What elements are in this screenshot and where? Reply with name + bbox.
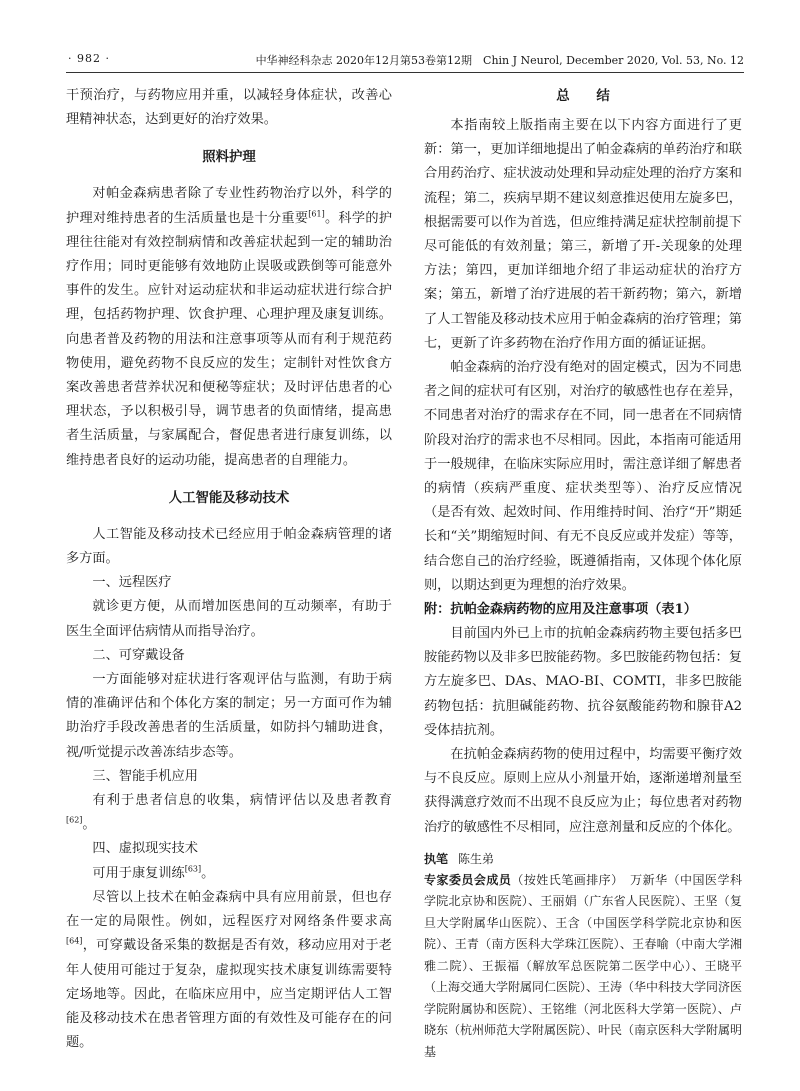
care-section-title: 照料护理: [202, 149, 256, 166]
citation-63[interactable]: [63]: [184, 864, 202, 874]
care-paragraph: [66, 182, 392, 472]
appendix-paragraph-1: 目前国内外已上市的抗帕金森病药物主要包括多巴胺能药物以及非多巴胺能药物。多巴胺能药物包括：复方左旋多巴、DAs、MAO-BI、COMTI，非多巴胺能药物包括：抗胆碱能药物、抗谷氨酸能药物和腺苷A2受体拮抗剂。: [424, 626, 742, 738]
citation-62[interactable]: [62]: [66, 815, 83, 825]
item3-text: 有利于患者信息的收集，病情评估以及患者教育: [92, 793, 392, 809]
closing-text-a: 尽管以上技术在帕金森病中具有应用前景，但也存在一定的局限性。例如，远程医疗对网络条件要求高: [66, 889, 392, 930]
item1-text: 就诊更方便，从而增加医患间的互动频率，有助于医生全面评估病情从而指导治疗。: [66, 599, 392, 639]
item4-end: 。: [201, 865, 215, 881]
closing-paragraph: [66, 886, 392, 1055]
page-number: · 982 ·: [68, 52, 110, 65]
item4-paragraph: [66, 862, 392, 886]
item4-text: 可用于康复训练: [92, 865, 185, 881]
ai-intro-paragraph: 人工智能及移动技术已经应用于帕金森病管理的诸多方面。: [66, 526, 392, 567]
closing-text-b: ，可穿戴设备采集的数据是否有效，移动应用对于老年人使用可能过于复杂，虚拟现实技术康复训练需要特定场地等。因此，在临床应用中，应当定期评估人工智能及移动技术在患者管理方面的有效性及可能存在的问题。: [66, 938, 392, 1051]
running-header: [66, 46, 744, 73]
item3-end: 。: [82, 817, 96, 833]
item2-title: 二、可穿戴设备: [92, 647, 185, 663]
author-label: 执笔: [424, 851, 449, 866]
item2-text: 一方面能够对症状进行客观评估与监测，有助于病情的准确评估和个体化方案的制定；另一方面可作为辅助治疗手段改善患者的生活质量，如防抖勺辅助进食，视/听觉提示改善冻结步态等。: [66, 672, 392, 760]
item1-title: 一、远程医疗: [92, 575, 172, 591]
author-name: 陈生弟: [458, 851, 495, 866]
expert-committee: [424, 870, 742, 1064]
summary-title: 总结: [556, 88, 637, 104]
right-column: [424, 84, 742, 1063]
item3-title: 三、智能手机应用: [92, 768, 198, 784]
intro-paragraph: 干预治疗，与药物应用并重，以减轻身体症状，改善心理精神状态，达到更好的治疗效果。: [66, 88, 392, 128]
care-text-b: 。科学的护理往往能对有效控制病情和改善症状起到一定的辅助治疗作用；同时更能够有效地防止误吸或跌倒等可能意外事件的发生。应针对运动症状和非运动症状进行综合护理，包括药物护理、饮食护理、心理护理及康复训练。向患者普及药物的用法和注意事项等从而有利于规范药物使用，避免药物不良反应的发生；定制针对性饮食方案改善患者营养状况和便秘等症状；及时评估患者的心理状态，予以积极引导，调节患者的负面情绪，提高患者生活质量，与家属配合，督促患者进行康复训练，以维持患者良好的运动功能，提高患者的自理能力。: [66, 210, 393, 468]
appendix-paragraph-2: 在抗帕金森病药物的使用过程中，均需要平衡疗效与不良反应。原则上应从小剂量开始，逐渐递增剂量至获得满意疗效而不出现不良反应为止；每位患者对药物治疗的敏感性不尽相同，应注意剂量和反应的个体化。: [424, 747, 742, 835]
experts-label: 专家委员会成员: [424, 872, 512, 887]
summary-paragraph-1: 本指南较上版指南主要在以下内容方面进行了更新：第一，更加详细地提出了帕金森病的单药治疗和联合用药治疗、症状波动处理和异动症处理的治疗方案和流程；第二，疾病早期不建议刻意推迟使用左旋多巴，根据需要可以作为首选，但应维持满足症状控制前提下尽可能低的有效剂量；第三，新增了开-关现象的处理方法；第四，更加详细地介绍了非运动症状的治疗方案；第五，新增了治疗进展的若干新药物；第六，新增了人工智能及移动技术应用于帕金森病的治疗管理；第七，更新了许多药物在治疗作用方面的循证证据。: [424, 118, 742, 351]
journal-citation: 中华神经科杂志 2020年12月第53卷第12期 Chin J Neurol, December 2020, Vol. 53, No. 12: [255, 54, 744, 67]
author-line: [424, 848, 742, 870]
left-column: [66, 84, 392, 1055]
experts-list: 万新华（中国医学科学院北京协和医院）、王丽娟（广东省人民医院）、王坚（复旦大学附属华山医院）、王含（中国医学科学院北京协和医院）、王青（南方医科大学珠江医院）、王春喻（中南大学湘雅二院）、王振福（解放军总医院第二医学中心）、王晓平（上海交通大学附属同仁医院）、王涛（华中科技大学同济医学院附属协和医院）、王铭维（河北医科大学第一医院）、卢晓东（杭州师范大学附属医院）、叶民（南京医科大学附属明基: [424, 872, 743, 1059]
ai-section-title: 人工智能及移动技术: [168, 489, 290, 506]
care-text-a: 对帕金森病患者除了专业性药物治疗以外，科学的护理对维持患者的生活质量也是十分重要: [66, 186, 392, 226]
item4-title: 四、虚拟现实技术: [92, 841, 198, 857]
appendix-title: 附：抗帕金森病药物的应用及注意事项（表1）: [424, 602, 697, 618]
citation-61[interactable]: [61]: [308, 209, 325, 219]
summary-paragraph-2: 帕金森病的治疗没有绝对的固定模式，因为不同患者之间的症状可有区别，对治疗的敏感性也存在差异，不同患者对治疗的需求存在不同，同一患者在不同病情阶段对治疗的需求也不尽相同。因此，本指南可能适用于一般规律，在临床实际应用时，需注意详细了解患者的病情（疾病严重度、症状类型等）、治疗反应情况（是否有效、起效时间、作用维持时间、治疗“开”期延长和“关”期缩短时间、有无不良反应或并发症）等等，结合您自己的治疗经验，既遵循指南，又体现个体化原则，以期达到更为理想的治疗效果。: [424, 360, 742, 593]
experts-note: （按姓氏笔画排序）: [511, 872, 618, 887]
citation-64[interactable]: [64]: [66, 936, 83, 946]
item3-paragraph: [66, 789, 392, 837]
